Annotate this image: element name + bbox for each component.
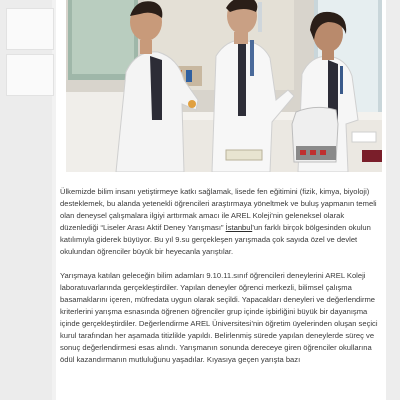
- article: [56, 0, 386, 400]
- paragraph-text: Ülkemizde bilim insanı yetiştirmeye katkı sağlamak, lisede fen eğitimini (fizik, kimya, biyoloji) desteklemek, bu alanda yetenekli öğrencileri araştırmaya yöneltmek ve buluş yapmanın temeli olan deneysel çalışmalara ilgiyi arttırmak amacı ile AREL Koleji’nin geleneksel olarak düzenlediği “Liseler Arası Aktif Deney Yarışması”: [60, 187, 377, 232]
- article-body: [60, 186, 382, 378]
- istanbul-link[interactable]: İstanbul: [225, 223, 253, 232]
- sidebar-thumbnail[interactable]: [6, 8, 54, 50]
- sidebar-thumbnail[interactable]: [6, 54, 54, 96]
- article-photo: [66, 0, 382, 172]
- lab-students-photo: [66, 0, 382, 172]
- article-paragraph: [60, 186, 382, 258]
- article-paragraph: Yarışmaya katılan geleceğin bilim adamları 9.10.11.sınıf öğrencileri deneylerini AREL Koleji laboratuvarlarında gerçekleştirdiler. Yapılan deneyler öğrenci merkezli, bilimsel çalışma basamaklarını içeren, müfredata uygun olarak seçildi. Yapacakları deneyleri ve değerlendirme kriterlerini yarışma esnasında öğrenen öğrenciler grup içinde işbirliğini büyük bir dayanışma içinde gerçekleştirdiler. Değerlendirme AREL Üniversitesi’nin öğretim üyelerinden oluşan seçici kurul tarafından her aşamada titizlikle yapıldı. Belirlenmiş sürede yapılan deneylerde süreç ve sonuç değerlendirmesi esas alındı. Yarışmanın sonunda dereceye giren öğrenciler okullarına ödül kazandırmanın mutluluğunu yaşadılar. Kıyasıya geçen yarışta bazı: [60, 271, 378, 364]
- paragraph-text: ’un farklı birçok bölgesinden okulun katılımıyla giderek büyüyor. Bu yıl 9.su gerçekleşen yarışmada çok sayıda özel ve devlet okulundan öğrenciler büyük bir heyecanla yarıştılar.: [60, 223, 371, 256]
- left-sidebar: [0, 0, 52, 400]
- right-sidebar: [386, 0, 400, 400]
